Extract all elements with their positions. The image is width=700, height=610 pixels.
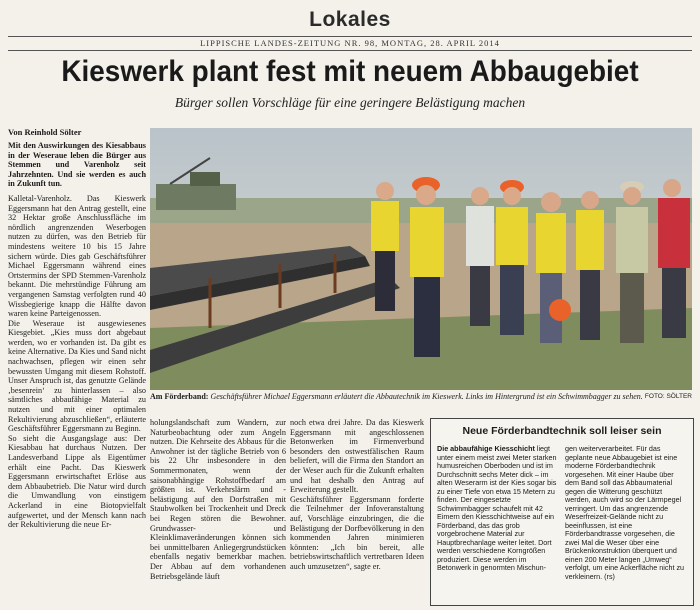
info-box <box>430 418 694 606</box>
caption-label: Am Förderband: <box>150 392 209 401</box>
article-paragraph: Kalletal-Varenholz. Das Kieswerk Eggersmann hat den Antrag gestellt, eine 32 Hektar große Anschlussfläche im nördlich angrenzenden Weserbogen nutzen zu dürfen, was den Betrieb für mindestens weitere 10 bis 15 Jahre sichern würde. Dies gab Geschäftsführer Michael Eggersmann während eines Ortstermins der SPD Stemmen-Varenholz bekannt. Die mehrstündige Führung am vergangenen Samstag verfolgten rund 40 Wissbegierige knapp die Hälfte davon waren keine Parteigenossen. <box>8 193 146 319</box>
info-box-column-2 <box>565 445 687 601</box>
info-box-signature: (rs) <box>604 571 615 581</box>
info-box-text: gen weiterverarbeitet. Für das geplante neue Abbaugebiet ist eine moderne Förderbandtechnik vorgesehen. Mit einer Haube über dem Band soll das Abbaumaterial gegen die Witterung geschützt werden, auch wird so der Lärmpegel verringert. Um das angrenzende Weserfreizeit-Gelände nicht zu beeinflussen, ist eine Förderbandtrasse vorgesehen, die zwei Mal die Weser über eine Brückenkonstruktion überquert und einen 200 Meter langen „Umweg“ verfolgt, um eine Ackerfläche nicht zu verkleinern. <box>565 445 685 581</box>
top-rule <box>8 36 692 37</box>
article-paragraph: Die Weseraue ist ausgewiesenes Kiesgebiet. „Kies muss dort abgebaut werden, wo er vorhanden ist. Da gibt es keine Alternative. Da Kies und Sand nicht nachwachsen, pflegen wir einen sehr bewussten Umgang mit diesem Rohstoff. Unser Anspruch ist, das genutzte Gelände ‚besenrein‘ zu hinterlassen – also sämtliches abbaufähige Material zu nutzen und mit einer optimalen Rekultivierung abzuschließen“, erläuterte Geschäftsführer Eggersmann zu Beginn. <box>8 318 146 434</box>
info-box-lead: Die abbaufähige Kiesschicht <box>437 445 535 453</box>
article-subheadline: Bürger sollen Vorschläge für eine geringere Belästigung machen <box>174 95 526 110</box>
info-box-title: Neue Förderbandtechnik soll leiser sein <box>462 425 662 437</box>
section-title: Lokales <box>309 8 391 31</box>
article-photo <box>150 128 692 390</box>
article-column-3 <box>290 418 424 606</box>
info-box-text: liegt unter einem meist zwei Meter starken humusreichen Oberboden und ist im Durchschnitt sechs Meter dick – im alten Weserarm ist der Kies sogar bis zu einer Tiefe von etwa 15 Metern zu finden. Der eingesetzte Schwimmbagger schaufelt mit 42 Eimern den Kiesschichtweise auf ein Förderband, das das grob vorgebrochene Material zur Hauptbrechanlage weiter leitet. Dort werden verschiedene Korngrößen produziert. Diese werden im Betonwerk in genormten Mischun- <box>437 445 557 572</box>
article-headline: Kieswerk plant fest mit neuem Abbaugebiet <box>61 55 639 88</box>
photo-illustration <box>150 128 692 390</box>
article-column-1 <box>8 141 146 606</box>
photo-credit: FOTO: SÖLTER <box>644 393 692 400</box>
article-paragraph: holungslandschaft zum Wandern, zur Naturbeobachtung oder zum Angeln nutzen. Die Kehrseite des Abbaus für die Anwohner ist der tägliche Betrieb von 6 bis 22 Uhr insbesondere in den Sommermonaten, wenn der saisonabhängige Rohstoffbedarf am größten ist. Verkehrslärm und -belästigung auf den Dorfstraßen mit Staubwolken bei Trockenheit und Dreck bei Regen stören die Bewohner. Grundwasser- und Kleinklimaveränderungen können sich bei unmittelbaren Anliegergrundstücken ebenfalls negativ bemerkbar machen. Der Abbau auf dem vorhandenen Betriebsgelände läuft <box>150 418 286 581</box>
dateline: LIPPISCHE LANDES-ZEITUNG NR. 98, MONTAG, 28. APRIL 2014 <box>200 38 500 48</box>
caption-text: Geschäftsführer Michael Eggersmann erläutert die Abbautechnik im Kieswerk. Links im Hintergrund ist ein Schwimmbagger zu sehen. <box>208 392 643 401</box>
article-column-2 <box>150 418 286 606</box>
photo-caption <box>150 392 692 401</box>
article-paragraph: noch etwa drei Jahre. Da das Kieswerk Eggersmann mit angeschlossenen Betonwerken im Firmenverbund besonders den ostwestfälischen Raum beliefert, will die Firma den Standort an der Weser auch für die Zukunft erhalten und hat deshalb den Antrag auf Erweiterung gestellt. <box>290 418 424 495</box>
article-paragraph: So sieht die Ausgangslage aus: Der Kiesabbau hat durchaus Nutzen. Der Landesverband Lippe als Eigentümer erhält eine Pacht. Das Kieswerk Eggersmann erwirtschaftet Erlöse aus dem Abbaubetrieb. Die Natur wird durch die Umwandlung von einstigem Ackerland in eine Biotopvielfalt aufgewertet, und der Mensch kann nach der Rekultivierung die neue Er- <box>8 433 146 530</box>
info-box-column-1 <box>437 445 559 601</box>
article-lead: Mit den Auswirkungen des Kiesabbaus in der Weseraue leben die Bürger aus Stemmen und Varenholz seit Jahrzehnten. Und sie werden es auch in Zukunft tun. <box>8 141 146 189</box>
byline: Von Reinhold Sölter <box>8 127 82 137</box>
dateline-rule <box>8 50 692 51</box>
article-paragraph: Geschäftsführer Eggersmann forderte die Teilnehmer der Infoveranstaltung auf, Vorschläge einzubringen, die die Belästigung der Dorfbevölkerung in den kommenden Jahren minimieren könnten: „Ich bin bereit, alle betriebswirtschaftlich vertretbaren Ideen auch umzusetzen“, sagte er. <box>290 494 424 571</box>
